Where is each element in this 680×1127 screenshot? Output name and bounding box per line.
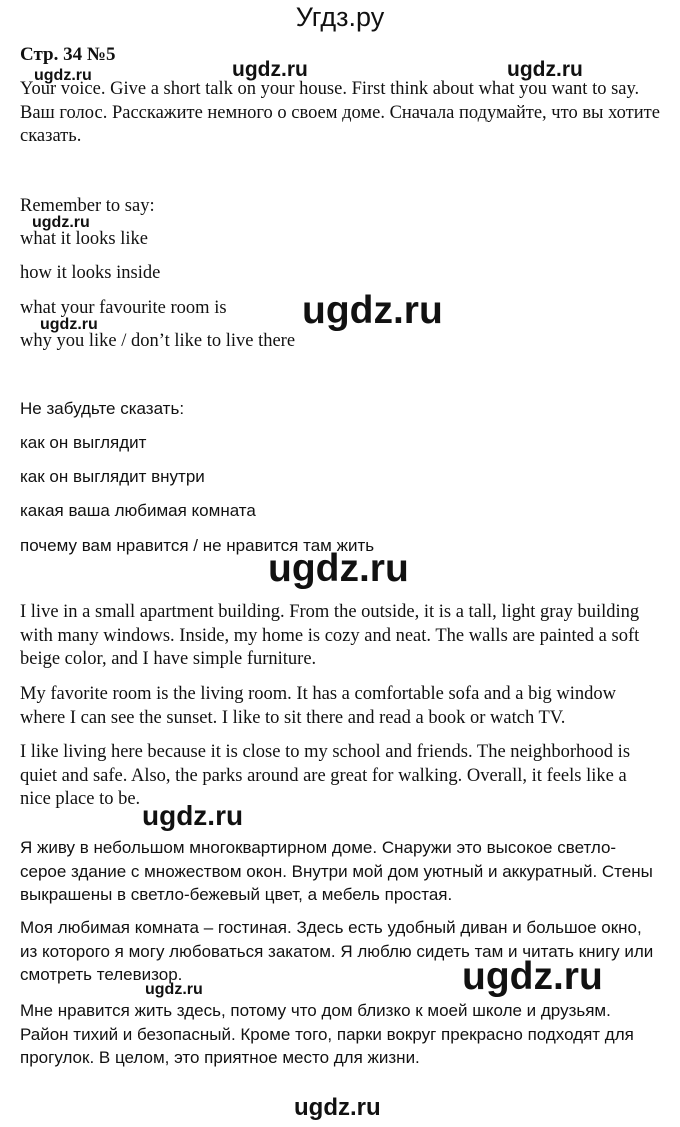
answer-ru-paragraph: Моя любимая комната – гостиная. Здесь есть удобный диван и большое окно, из которого я могу любоваться закатом. Я люблю сидеть там и читать книгу или смотреть телевизор. — [20, 918, 654, 984]
watermark: ugdz.ru — [32, 214, 90, 231]
site-title: Угдз.ру — [295, 2, 385, 32]
watermark: ugdz.ru — [462, 955, 603, 998]
watermark: ugdz.ru — [232, 58, 308, 81]
answer-en-paragraph: I live in a small apartment building. From the outside, it is a tall, light gray building with many windows. Inside, my home is cozy and neat. The walls are painted a soft beige color, and I have simple furniture. — [20, 602, 640, 669]
watermark: ugdz.ru — [302, 289, 443, 332]
watermark: ugdz.ru — [268, 547, 409, 590]
watermark: ugdz.ru — [507, 58, 583, 81]
remember-ru-item: как он выглядит — [20, 433, 147, 452]
remember-ru-item: как он выглядит внутри — [20, 467, 205, 486]
task-text: Your voice. Give a short talk on your house. First think about what you want to say. Ваш голос. Расскажите немного о своем доме. Сначала подумайте, что вы хотите сказать. — [20, 79, 660, 146]
answer-en-paragraph: I like living here because it is close to my school and friends. The neighborhood is quiet and safe. Also, the parks around are great for walking. Overall, it feels like a nice place to be. — [20, 742, 631, 809]
remember-ru-title: Не забудьте сказать: — [20, 399, 185, 418]
watermark: ugdz.ru — [142, 800, 244, 831]
remember-ru-item: какая ваша любимая комната — [20, 501, 256, 520]
watermark: ugdz.ru — [40, 316, 98, 333]
remember-item: what your favourite room is — [20, 298, 227, 318]
watermark: ugdz.ru — [34, 67, 92, 84]
exercise-heading: Стр. 34 №5 — [20, 44, 116, 65]
remember-item: why you like / don’t like to live there — [20, 331, 296, 351]
answer-ru-paragraph: Мне нравится жить здесь, потому что дом близко к моей школе и друзьям. Район тихий и безопасный. Кроме того, парки вокруг прекрасно подходят для прогулок. В целом, это приятное место для жизни. — [20, 1001, 634, 1067]
remember-item: what it looks like — [20, 229, 148, 249]
answer-en-paragraph: My favorite room is the living room. It has a comfortable sofa and a big window where I can see the sunset. I like to sit there and read a book or watch TV. — [20, 684, 616, 728]
watermark: ugdz.ru — [145, 981, 203, 998]
remember-item: how it looks inside — [20, 263, 161, 283]
answer-ru-paragraph: Я живу в небольшом многоквартирном доме. Снаружи это высокое светло-серое здание с множеством окон. Внутри мой дом уютный и аккуратный. Стены выкрашены в светло-бежевый цвет, а мебель простая. — [20, 838, 653, 904]
remember-ru-item: почему вам нравится / не нравится там жить — [20, 536, 375, 555]
watermark: ugdz.ru — [294, 1094, 381, 1121]
remember-title: Remember to say: — [20, 196, 155, 216]
